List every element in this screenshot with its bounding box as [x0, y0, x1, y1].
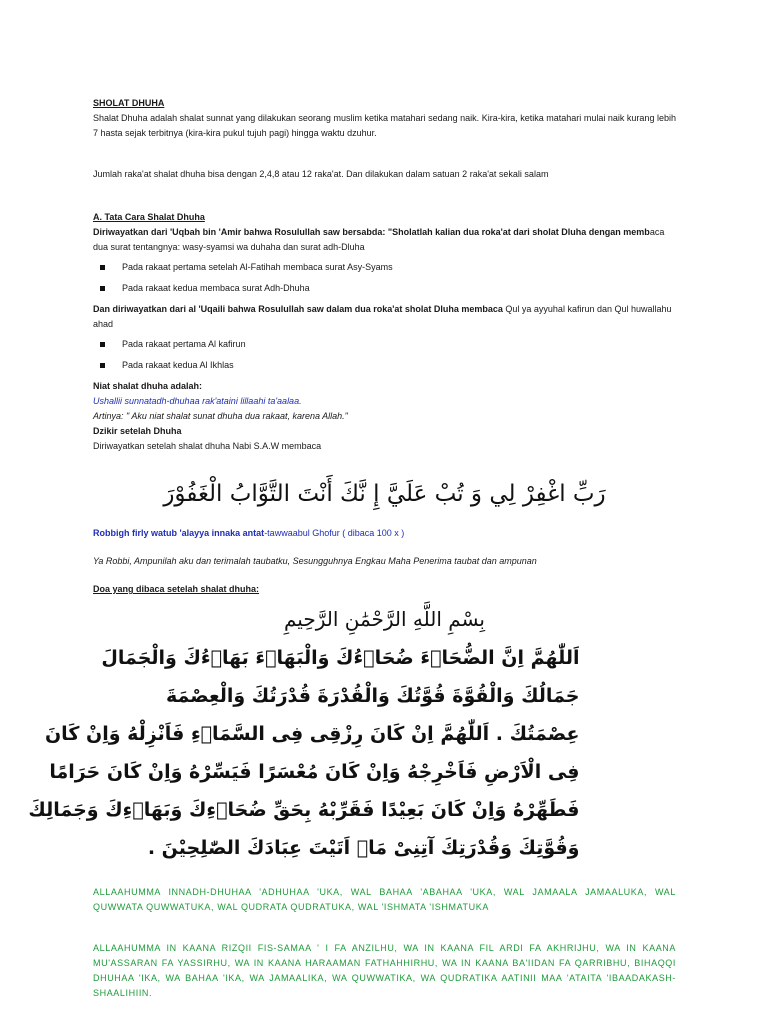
niat-artinya: Artinya: " Aku niat shalat sunat dhuha dua rakaat, karena Allah."	[93, 411, 348, 421]
dzikir-arti: Ya Robbi, Ampunilah aku dan terimalah taubatku, Sesungguhnya Engkau Maha Penerima taubat dan ampunan	[93, 556, 537, 566]
bullet-list-2	[93, 337, 676, 373]
riwayat-uqbah-rest: aca dua surat tentangnya: wasy-syamsi wa duhaha dan surat adh-Dluha	[93, 227, 665, 252]
list-item	[93, 358, 676, 373]
dzikir-arabic-text: رَبِّ اغْفِرْ لِي وَ تُبْ عَلَيَّ إِ نَّكَ أَنْتَ التَّوَّابُ الْغَفُوْرَ	[163, 481, 606, 507]
riwayat-uqaili-bold: Dan diriwayatkan dari al 'Uqaili bahwa Rosulullah saw dalam dua roka'at sholat Dluha membaca	[93, 304, 503, 314]
list-item-text: Pada rakaat pertama Al kafirun	[122, 339, 246, 349]
bismillah-text: بِسْمِ اللَّهِ الرَّحْمَٰنِ الرَّحِيمِ	[283, 607, 485, 631]
doa-arabic-line: جَمَالُكَ وَالْقُوَّةَ قُوَّتُكَ وَالْقُدْرَةَ قُدْرَتُكَ وَالْعِصْمَةَ	[165, 685, 580, 707]
bullet-square-icon	[100, 342, 105, 347]
doa-arabic-line: عِصْمَتُكَ . اَللّٰهُمَّ اِنْ كَانَ رِزْقِى فِى السَّمَاۤءِ فَاَنْزِلْهُ وَاِنْ كَانَ	[44, 723, 580, 745]
doa-heading: Doa yang dibaca setelah shalat dhuha:	[93, 584, 260, 594]
riwayat-uqbah-paragraph	[93, 225, 676, 255]
dzikir-heading: Dzikir setelah Dhuha	[93, 426, 182, 436]
bullet-square-icon	[100, 265, 105, 270]
page-title: SHOLAT DHUHA	[93, 98, 165, 108]
dzikir-latin	[93, 526, 676, 541]
niat-heading: Niat shalat dhuha adalah:	[93, 381, 203, 391]
niat-latin: Ushallii sunnatadh-dhuhaa rak'ataini lillaahi ta'aalaa.	[93, 396, 302, 406]
section-a-heading: A. Tata Cara Shalat Dhuha	[93, 212, 205, 222]
doa-latin-1: ALLAAHUMMA INNADH-DHUHAA 'ADHUHAA 'UKA, WAL BAHAA 'ABAHAA 'UKA, WAL JAMAALA JAMAALUKA, WAL QUWWATA QUWWATUKA, WAL QUDRATA QUDRATUKA, WAL 'ISHMATA 'ISHMATUKA	[93, 887, 676, 912]
riwayat-uqbah-bold: Diriwayatkan dari 'Uqbah bin 'Amir bahwa Rosulullah saw bersabda: "Sholatlah kalian dua roka'at dari sholat Dluha dengan memb	[93, 227, 650, 237]
bullet-square-icon	[100, 286, 105, 291]
bullet-list-1	[93, 260, 676, 296]
document-page	[28, 96, 676, 1001]
intro-paragraph: Shalat Dhuha adalah shalat sunnat yang dilakukan seorang muslim ketika matahari sedang naik. Kira-kira, ketika matahari mulai naik kurang lebih 7 hasta sejak terbitnya (kira-kira pukul tujuh pagi) hingga waktu dzuhur.	[93, 113, 676, 138]
doa-arabic-line: فَطَهِّرْهُ وَاِنْ كَانَ بَعِيْدًا فَقَرِّبْهُ بِحَقِّ ضُحَاۤءِكَ وَبَهَاۤءِكَ وَجَمَالِكَ	[28, 799, 580, 821]
list-item-text: Pada rakaat kedua membaca surat Adh-Dhuha	[122, 283, 310, 293]
riwayat-uqaili-paragraph	[93, 302, 676, 332]
bullet-square-icon	[100, 363, 105, 368]
riwayat-uqaili-rest: Qul ya ayyuhal kafirun dan Qul huwallahu ahad	[93, 304, 672, 329]
dzikir-intro: Diriwayatkan setelah shalat dhuha Nabi S.A.W membaca	[93, 441, 322, 451]
dzikir-latin-rest: -tawwaabul Ghofur ( dibaca 100 x )	[264, 528, 405, 538]
doa-arabic-line: اَللّٰهُمَّ اِنَّ الضُّحَاۤءَ ضُحَاۤءُكَ وَالْبَهَاۤءَ بَهَاۤءُكَ وَالْجَمَالَ	[101, 647, 580, 669]
list-item-text: Pada rakaat pertama setelah Al-Fatihah membaca surat Asy-Syams	[122, 262, 393, 272]
doa-arabic-line: فِى الْاَرْضِ فَاَخْرِجْهُ وَاِنْ كَانَ مُعْسَرًا فَيَسِّرْهُ وَاِنْ كَانَ حَرَامًا	[49, 761, 580, 783]
doa-latin-2: ALLAAHUMMA IN KAANA RIZQII FIS-SAMAA ' I FA ANZILHU, WA IN KAANA FIL ARDI FA AKHRIJHU, WA IN KAANA MU'ASSARAN FA YASSIRHU, WA IN KAANA HARAAMAN FATHAHHIRHU, WA IN KAANA BA'IIDAN FA QARRIBHU, BIHAQQI DHUHAA 'IKA, WA BAHAA 'IKA, WA JAMAALIKA, WA QUWWATIKA, WA QUDRATIKA AATINII MAA 'ATAITA 'IBAADAKASH-SHAALIHIIN.	[93, 943, 676, 998]
dzikir-latin-bold: Robbigh firly watub 'alayya innaka antat	[93, 528, 265, 538]
doa-arabic-block	[28, 639, 580, 867]
jumlah-rakaat-text: Jumlah raka'at shalat dhuha bisa dengan 2,4,8 atau 12 raka'at. Dan dilakukan dalam satuan 2 raka'at sekali salam	[93, 169, 549, 179]
list-item	[93, 337, 676, 352]
list-item	[93, 281, 676, 296]
list-item	[93, 260, 676, 275]
list-item-text: Pada rakaat kedua Al Ikhlas	[122, 360, 234, 370]
doa-arabic-line: وَقُوَّتِكَ وَقُدْرَتِكَ آتِنِىْ مَاۤ اَتَيْتَ عِبَادَكَ الصّٰلِحِيْنَ .	[147, 837, 580, 859]
